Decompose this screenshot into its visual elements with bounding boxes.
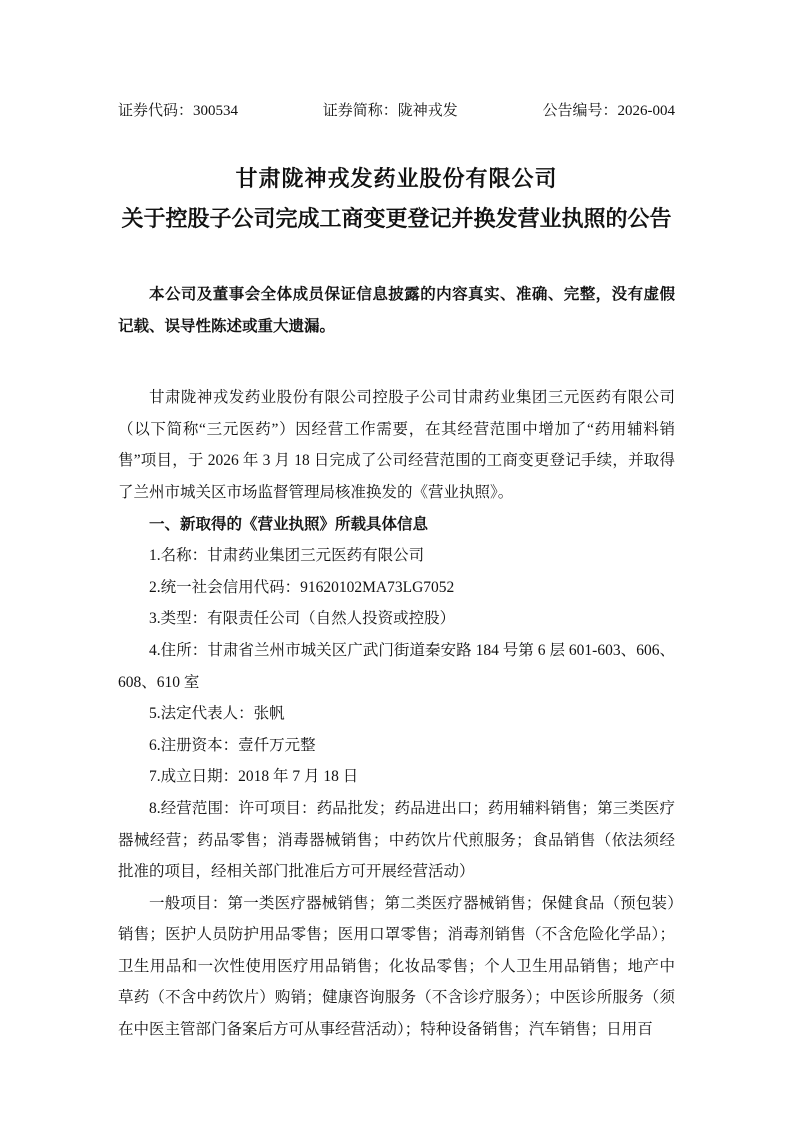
announcement-number-text: 公告编号：2026-004 bbox=[542, 103, 675, 119]
business-scope-general-paragraph: 一般项目：第一类医疗器械销售；第二类医疗器械销售；保健食品（预包装）销售；医护人员防护用品零售；医用口罩零售；消毒剂销售（不含危险化学品）；卫生用品和一次性使用医疗用品销售；化妆品零售；个人卫生用品销售；地产中草药（不含中药饮片）购销；健康咨询服务（不含诊疗服务）；中医诊所服务（须在中医主管部门备案后方可从事经营活动）；特种设备销售；汽车销售；日用百 bbox=[118, 894, 675, 1039]
section-1-heading: 一、新取得的《营业执照》所载具体信息 bbox=[149, 515, 429, 533]
board-disclaimer-paragraph: 本公司及董事会全体成员保证信息披露的内容真实、准确、完整，没有虚假记载、误导性陈述或重大遗漏。 bbox=[118, 286, 675, 335]
company-name-title: 甘肃陇神戎发药业股份有限公司 bbox=[235, 166, 558, 191]
license-item-name: 1.名称：甘肃药业集团三元医药有限公司 bbox=[149, 547, 425, 565]
license-item-registered-capital: 6.注册资本：壹仟万元整 bbox=[149, 736, 316, 754]
stock-code-text: 证券代码：300534 bbox=[118, 103, 239, 119]
securities-header-row bbox=[118, 101, 675, 121]
intro-paragraph: 甘肃陇神戎发药业股份有限公司控股子公司甘肃药业集团三元医药有限公司（以下简称“三元医药”）因经营工作需要，在其经营范围中增加了“药用辅料销售”项目，于 2026 年 3 月 18 日完成了公司经营范围的工商变更登记手续，并取得了兰州市城关区市场监督管理局核准换发的《营业执照》。 bbox=[118, 389, 675, 501]
license-item-company-type: 3.类型：有限责任公司（自然人投资或控股） bbox=[149, 610, 456, 628]
stock-abbr-text: 证券简称：陇神戎发 bbox=[322, 103, 458, 119]
announcement-title: 关于控股子公司完成工商变更登记并换发营业执照的公告 bbox=[121, 206, 672, 231]
license-item-credit-code: 2.统一社会信用代码：91620102MA73LG7052 bbox=[149, 578, 455, 596]
license-item-business-scope-licensed: 8.经营范围：许可项目：药品批发；药品进出口；药用辅料销售；第三类医疗器械经营；药品零售；消毒器械销售；中药饮片代煎服务；食品销售（依法须经批准的项目，经相关部门批准后方可开展经营活动） bbox=[118, 799, 675, 881]
license-item-establishment-date: 7.成立日期：2018 年 7 月 18 日 bbox=[149, 768, 359, 786]
license-item-legal-representative: 5.法定代表人：张帆 bbox=[149, 705, 285, 723]
license-item-address: 4.住所：甘肃省兰州市城关区广武门街道秦安路 184 号第 6 层 601-603、606、608、610 室 bbox=[118, 641, 675, 691]
